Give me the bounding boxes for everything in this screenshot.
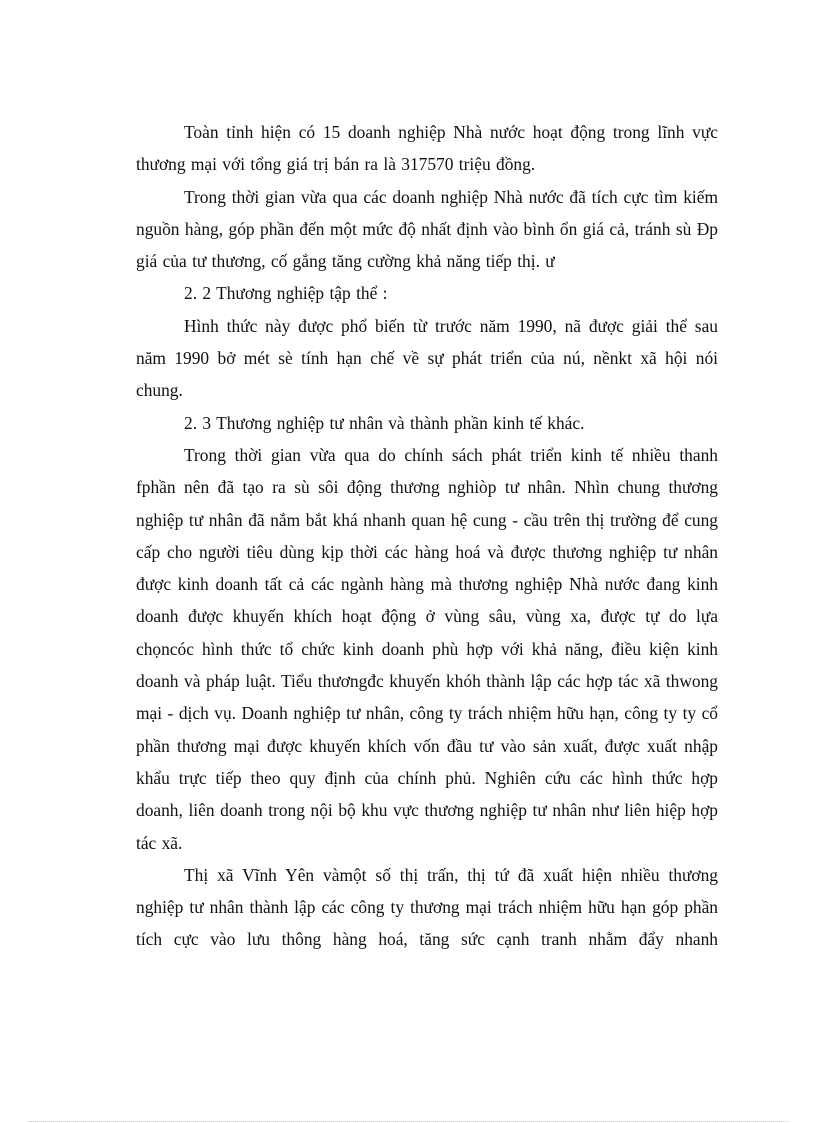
body-text [136,116,718,956]
paragraph-state-enterprise-activities: Trong thời gian vừa qua các doanh nghiệp Nhà nước đã tích cực tìm kiếm nguồn hàng, góp phần đến một mức độ nhất định vào bình ổn giá cả, tránh sù Đp giá của tư thương, cố gắng tăng cường khả năng tiếp thị. ư [136,186,718,272]
paragraph-vinh-yen: Thị xã Vĩnh Yên vàmột số thị trấn, thị tứ đã xuất hiện nhiều thương nghiệp tư nhân thành lập các công ty thương mại trách nhiệm hữu hạn góp phần tích cực vào lưu thông hàng hoá, tăng sức cạnh tranh nhằm đẩy nhanh [136,864,718,950]
paragraph-collective-commerce: Hình thức này được phổ biến từ trước năm 1990, nã được giải thể sau năm 1990 bở mét sè tính hạn chế về sự phát triển của nú, nềnkt xã hội nói chung. [136,315,718,401]
paragraph-private-commerce: Trong thời gian vừa qua do chính sách phát triển kinh tế nhiều thanh fphần nên đã tạo ra sù sôi động thương nghiòp tư nhân. Nhìn chung thương nghiệp tư nhân đã nắm bắt khá nhanh quan hệ cung - cầu trên thị trường để cung cấp cho người tiêu dùng kịp thời các hàng hoá và được thương nghiệp tư nhân được kinh doanh tất cả các ngành hàng mà thương nghiệp Nhà nước đang kinh doanh được khuyến khích hoạt động ở vùng sâu, vùng xa, được tự do lựa chọncóc hình thức tổ chức kinh doanh phù hợp với khả năng, điều kiện kinh doanh và pháp luật. Tiểu thươngđc khuyến khóh thành lập các hợp tác xã thwong mại - dịch vụ. Doanh nghiệp tư nhân, công ty trách nhiệm hữu hạn, công ty ty cổ phần thương mại được khuyến khích vốn đầu tư vào sản xuất, được xuất nhập khẩu trực tiếp theo quy định của chính phủ. Nghiên cứu các hình thức hợp doanh, liên doanh trong nội bộ khu vực thương nghiệp tư nhân như liên hiệp hợp tác xã. [136,444,718,853]
heading-collective-commerce: 2. 2 Thương nghiệp tập thể : [184,283,388,304]
page-bottom-rule [28,1121,788,1122]
paragraph-state-enterprises: Toàn tỉnh hiện có 15 doanh nghiệp Nhà nước hoạt động trong lĩnh vực thương mại với tổng giá trị bán ra là 317570 triệu đồng. [136,122,718,175]
heading-private-commerce: 2. 3 Thương nghiệp tư nhân và thành phần kinh tế khác. [184,412,585,433]
